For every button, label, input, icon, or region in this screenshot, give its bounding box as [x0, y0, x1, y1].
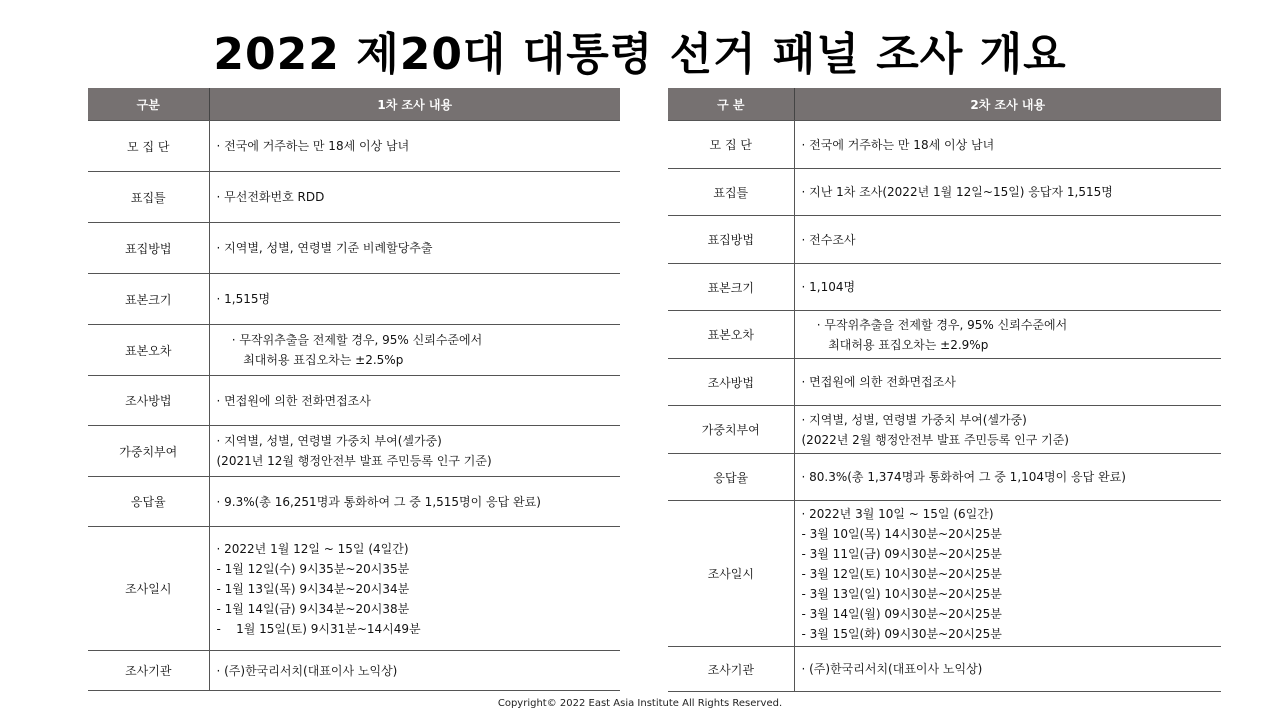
- row-label: 표집방법: [88, 223, 209, 274]
- content-line: - 3월 14일(월) 09시30분~20시25분: [801, 606, 1002, 621]
- content-line: · 지난 1차 조사(2022년 1월 12일~15일) 응답자 1,515명: [801, 185, 1113, 199]
- row-label: 조사일시: [88, 527, 209, 651]
- row-label: 표집틀: [668, 169, 794, 216]
- row-label: 표본크기: [668, 264, 794, 311]
- row-content: [209, 426, 620, 477]
- content-line: - 1월 12일(수) 9시35분~20시35분: [216, 561, 410, 576]
- survey-table-wave-1: [88, 88, 620, 691]
- row-content: [209, 223, 620, 274]
- row-content: [794, 311, 1221, 359]
- table-row: [668, 121, 1221, 169]
- row-label: 표본크기: [88, 274, 209, 325]
- row-label: 표집틀: [88, 172, 209, 223]
- row-label: 응답율: [668, 454, 794, 501]
- table-row: [88, 223, 620, 274]
- row-label: 가중치부여: [668, 406, 794, 454]
- content-line: · 2022년 1월 12일 ~ 15일 (4일간): [216, 541, 409, 556]
- content-line: 최대허용 표집오차는 ±2.9%p: [801, 337, 989, 352]
- content-line: - 3월 10일(목) 14시30분~20시25분: [801, 526, 1002, 541]
- table-header-row: [668, 88, 1221, 121]
- row-content: [794, 121, 1221, 169]
- table-row: [88, 376, 620, 426]
- table-row: [668, 264, 1221, 311]
- table-row: [668, 311, 1221, 359]
- row-content: [209, 172, 620, 223]
- row-content: [794, 264, 1221, 311]
- table-row: [668, 454, 1221, 501]
- row-label: 응답율: [88, 477, 209, 527]
- content-line: · 80.3%(총 1,374명과 통화하여 그 중 1,104명이 응답 완료): [801, 470, 1126, 484]
- row-label: 조사방법: [88, 376, 209, 426]
- content-line: - 3월 12일(토) 10시30분~20시25분: [801, 566, 1002, 581]
- content-line: · 무선전화번호 RDD: [216, 190, 325, 204]
- content-line: · 1,515명: [216, 292, 271, 306]
- table-row: [668, 647, 1221, 692]
- content-line: · 2022년 3월 10일 ~ 15일 (6일간): [801, 506, 994, 521]
- row-label: 모 집 단: [88, 121, 209, 172]
- content-line: - 3월 13일(일) 10시30분~20시25분: [801, 586, 1002, 601]
- content-line: · 전국에 거주하는 만 18세 이상 남녀: [216, 139, 410, 153]
- content-line: · 1,104명: [801, 280, 856, 294]
- content-line: · 무작위추출을 전제할 경우, 95% 신뢰수준에서: [216, 333, 483, 347]
- header-category: 구분: [88, 88, 209, 121]
- row-content: [209, 274, 620, 325]
- content-line: · 9.3%(총 16,251명과 통화하여 그 중 1,515명이 응답 완료): [216, 494, 541, 509]
- survey-table-wave-2: [668, 88, 1221, 692]
- table-row: [88, 477, 620, 527]
- content-line: - 3월 11일(금) 09시30분~20시25분: [801, 546, 1002, 561]
- content-line: · 전수조사: [801, 232, 856, 247]
- content-line: - 1월 13일(목) 9시34분~20시34분: [216, 581, 410, 596]
- content-line: (2021년 12월 행정안전부 발표 주민등록 인구 기준): [216, 454, 492, 468]
- table-row: [88, 121, 620, 172]
- content-line: (2022년 2월 행정안전부 발표 주민등록 인구 기준): [801, 432, 1069, 447]
- content-line: · 면접원에 의한 전화면접조사: [801, 375, 956, 389]
- content-line: · 지역별, 성별, 연령별 가중치 부여(셀가중): [216, 434, 442, 448]
- table-row: [88, 325, 620, 376]
- row-content: [209, 121, 620, 172]
- page-title: 2022 제20대 대통령 선거 패널 조사 개요: [213, 29, 1067, 80]
- content-line: · 지역별, 성별, 연령별 기준 비례할당추출: [216, 241, 433, 255]
- row-content: [209, 477, 620, 527]
- content-line: 최대허용 표집오차는 ±2.5%p: [216, 353, 404, 367]
- copyright-footer: Copyright© 2022 East Asia Institute All Rights Reserved.: [497, 698, 783, 709]
- row-label: 표본오차: [668, 311, 794, 359]
- row-content: [209, 651, 620, 691]
- row-label: 조사기관: [88, 651, 209, 691]
- table-row: [88, 426, 620, 477]
- table-row: [668, 501, 1221, 647]
- content-line: - 1월 15일(토) 9시31분~14시49분: [216, 621, 421, 636]
- content-line: · 전국에 거주하는 만 18세 이상 남녀: [801, 137, 995, 152]
- content-line: · (주)한국리서치(대표이사 노익상): [216, 663, 398, 678]
- header-content: 1차 조사 내용: [209, 88, 620, 121]
- row-label: 조사방법: [668, 359, 794, 406]
- row-label: 모 집 단: [668, 121, 794, 169]
- row-label: 가중치부여: [88, 426, 209, 477]
- row-content: [794, 501, 1221, 647]
- row-label: 표집방법: [668, 216, 794, 264]
- content-line: · 무작위추출을 전제할 경우, 95% 신뢰수준에서: [801, 317, 1068, 332]
- row-label: 표본오차: [88, 325, 209, 376]
- row-label: 조사일시: [668, 501, 794, 647]
- table-row: [668, 216, 1221, 264]
- table-row: [88, 651, 620, 691]
- table-row: [668, 359, 1221, 406]
- table-row: [668, 406, 1221, 454]
- row-content: [794, 454, 1221, 501]
- table-row: [88, 172, 620, 223]
- row-content: [794, 406, 1221, 454]
- header-category: 구 분: [668, 88, 794, 121]
- row-content: [794, 169, 1221, 216]
- row-content: [209, 527, 620, 651]
- row-content: [794, 647, 1221, 692]
- table-row: [88, 274, 620, 325]
- content-line: - 1월 14일(금) 9시34분~20시38분: [216, 601, 410, 616]
- row-content: [794, 359, 1221, 406]
- row-content: [209, 376, 620, 426]
- content-line: · 면접원에 의한 전화면접조사: [216, 393, 371, 408]
- row-label: 조사기관: [668, 647, 794, 692]
- content-line: · 지역별, 성별, 연령별 가중치 부여(셀가중): [801, 412, 1027, 427]
- table-header-row: [88, 88, 620, 121]
- table-row: [88, 527, 620, 651]
- content-line: · (주)한국리서치(대표이사 노익상): [801, 662, 983, 676]
- table-row: [668, 169, 1221, 216]
- row-content: [209, 325, 620, 376]
- row-content: [794, 216, 1221, 264]
- content-line: - 3월 15일(화) 09시30분~20시25분: [801, 626, 1002, 641]
- header-content: 2차 조사 내용: [794, 88, 1221, 121]
